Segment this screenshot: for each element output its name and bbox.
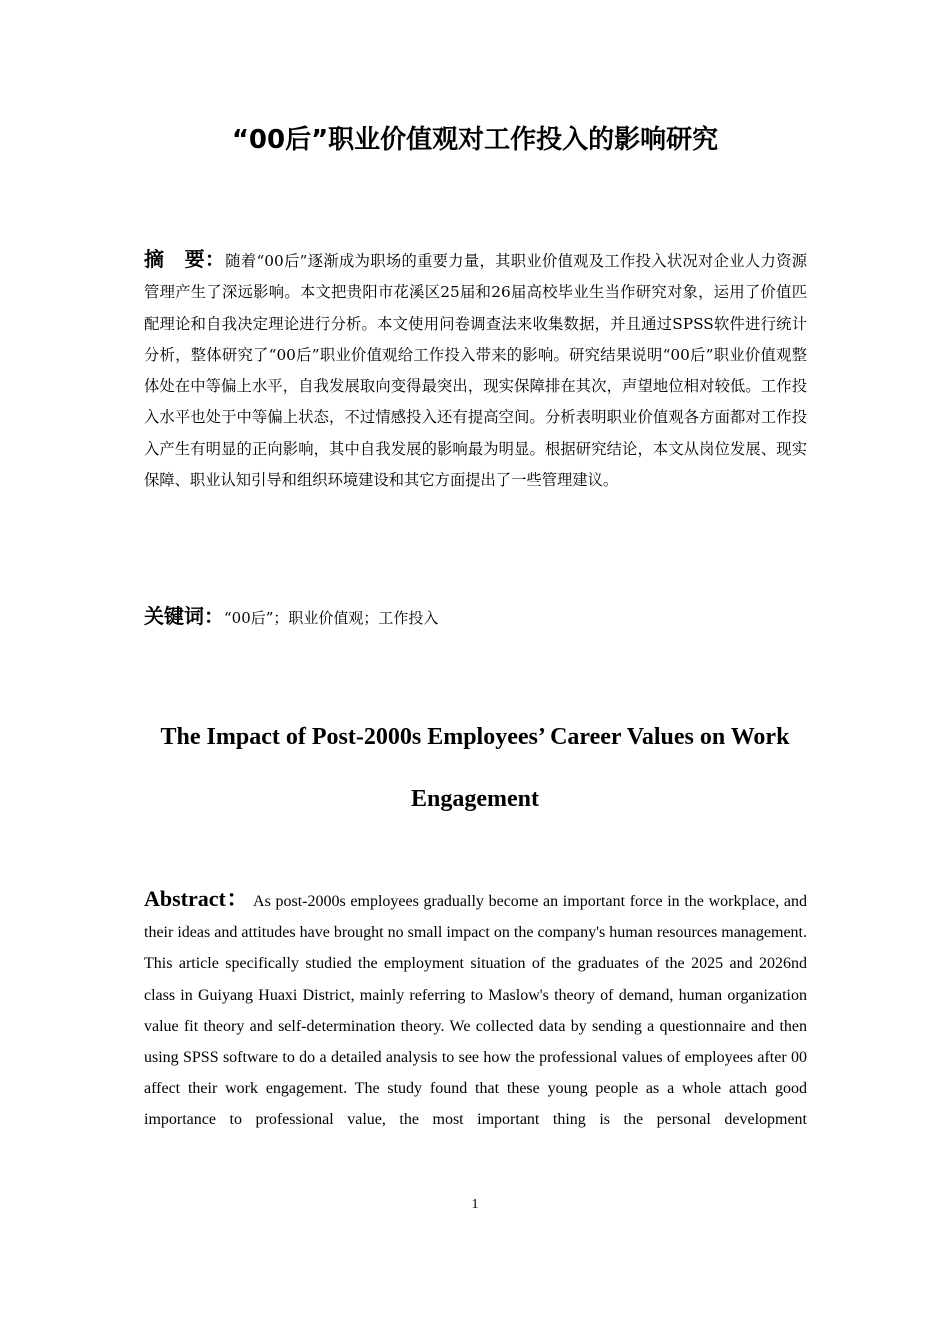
chinese-title: “00后”职业价值观对工作投入的影响研究 xyxy=(231,125,719,155)
english-title: The Impact of Post-2000s Employees’ Career Values on Work Engagement xyxy=(160,724,790,812)
chinese-keywords xyxy=(144,600,807,634)
english-abstract xyxy=(144,883,807,1136)
chinese-abstract xyxy=(144,244,807,496)
chinese-abstract-text: 随着“00后”逐渐成为职场的重要力量，其职业价值观及工作投入状况对企业人力资源管理产生了深远影响。本文把贵阳市花溪区25届和26届高校毕业生当作研究对象，运用了价值匹配理论和自我决定理论进行分析。本文使用问卷调查法来收集数据，并且通过SPSS软件进行统计分析，整体研究了“00后”职业价值观给工作投入带来的影响。研究结果说明“00后”职业价值观整体处在中等偏上水平，自我发展取向变得最突出，现实保障排在其次，声望地位相对较低。工作投入水平也处于中等偏上状态，不过情感投入还有提高空间。分析表明职业价值观各方面都对工作投入产生有明显的正向影响，其中自我发展的影响最为明显。根据研究结论，本文从岗位发展、现实保障、职业认知引导和组织环境建设和其它方面提出了一些管理建议。 xyxy=(144,252,807,490)
chinese-keywords-text: “00后”；职业价值观；工作投入 xyxy=(224,609,439,627)
page-number: 1 xyxy=(471,1197,479,1212)
chinese-keywords-label: 关键词： xyxy=(144,604,224,628)
english-abstract-label: Abstract： xyxy=(144,886,250,911)
english-abstract-text: As post-2000s employees gradually become an important force in the workplace, and their ideas and attitudes have brought no small impact on the company's human resources management. This article specifically studied the employment situation of the graduates of the 2025 and 2026nd class in Guiyang Huaxi District, mainly referring to Maslow's theory of demand, human organization value fit theory and self-determination theory. We collected data by sending a questionnaire and then using SPSS software to do a detailed analysis to see how the professional values of employees after 00 affect their work engagement. The study found that these young people as a whole attach good importance to professional value, the most important thing is the personal development xyxy=(144,893,807,1129)
chinese-abstract-label: 摘 要： xyxy=(144,247,226,271)
